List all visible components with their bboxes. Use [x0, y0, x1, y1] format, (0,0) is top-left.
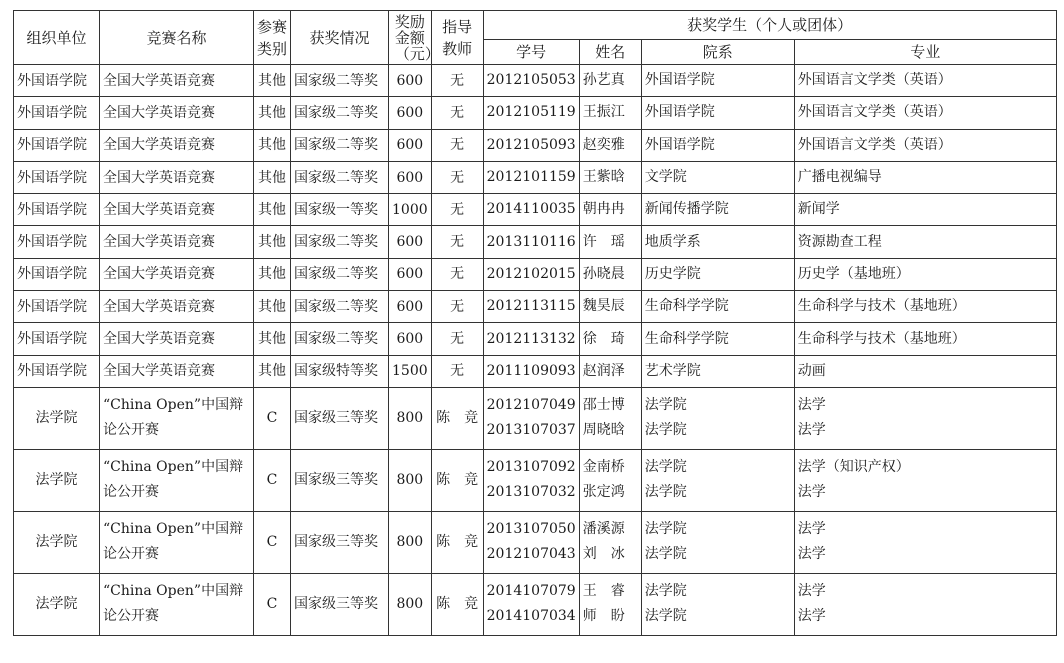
cell-category: 其他 [254, 97, 291, 129]
cell-competition: 全国大学英语竞赛 [100, 65, 254, 97]
cell-amount: 800 [389, 573, 432, 635]
cell-category: C [254, 573, 291, 635]
cell-student-name-line: 王 睿 [582, 583, 625, 600]
cell-amount: 800 [389, 449, 432, 511]
cell-teacher: 陈 竞 [431, 573, 483, 635]
cell-category: 其他 [254, 226, 291, 258]
cell-major [794, 573, 1056, 635]
cell-category: C [254, 511, 291, 573]
cell-competition: “China Open”中国辩论公开赛 [100, 387, 254, 449]
cell-amount: 1500 [389, 355, 432, 387]
table-row [14, 258, 1057, 290]
cell-student-id [483, 291, 579, 323]
cell-student-id-line: 2012105119 [486, 104, 576, 121]
cell-major [794, 291, 1056, 323]
cell-student-name [579, 355, 641, 387]
cell-department-line: 法学院 [644, 422, 687, 439]
cell-major-line: 生命科学与技术（基地班） [797, 330, 966, 347]
cell-student-id-line: 2012107049 [486, 397, 576, 414]
cell-competition: “China Open”中国辩论公开赛 [100, 449, 254, 511]
header-teacher-text: 指导教师 [442, 17, 473, 58]
cell-student-id [483, 573, 579, 635]
cell-major-line: 法学 [797, 397, 826, 414]
cell-competition: 全国大学英语竞赛 [100, 355, 254, 387]
cell-major [794, 161, 1056, 193]
table-row [14, 387, 1057, 449]
cell-major [794, 511, 1056, 573]
cell-award: 国家级二等奖 [291, 291, 389, 323]
table-row [14, 194, 1057, 226]
cell-major [794, 194, 1056, 226]
cell-major-line: 历史学（基地班） [797, 265, 910, 282]
cell-award: 国家级特等奖 [291, 355, 389, 387]
cell-student-name [579, 291, 641, 323]
cell-student-name-line: 朝冉冉 [582, 201, 625, 218]
cell-student-id-line: 2014107034 [486, 608, 576, 625]
table-row [14, 511, 1057, 573]
cell-student-id [483, 194, 579, 226]
cell-teacher: 无 [431, 226, 483, 258]
cell-teacher: 陈 竞 [431, 449, 483, 511]
cell-student-name [579, 161, 641, 193]
cell-amount: 600 [389, 226, 432, 258]
cell-amount: 600 [389, 65, 432, 97]
cell-award: 国家级二等奖 [291, 129, 389, 161]
cell-category: C [254, 449, 291, 511]
table-row [14, 226, 1057, 258]
cell-competition: 全国大学英语竞赛 [100, 129, 254, 161]
cell-student-id [483, 226, 579, 258]
cell-student-id-line: 2012105093 [486, 136, 576, 153]
cell-student-id-line: 2013107032 [486, 484, 576, 501]
cell-department [641, 449, 794, 511]
cell-amount: 800 [389, 511, 432, 573]
cell-student-name-line: 孙艺真 [582, 72, 625, 89]
cell-student-id [483, 323, 579, 355]
cell-student-name-line: 赵润泽 [582, 362, 625, 379]
cell-student-name [579, 65, 641, 97]
cell-major [794, 355, 1056, 387]
cell-major [794, 226, 1056, 258]
cell-student-id [483, 129, 579, 161]
cell-amount: 600 [389, 258, 432, 290]
cell-student-name-line: 魏昊辰 [582, 298, 625, 315]
cell-student-id [483, 161, 579, 193]
cell-student-id-line: 2013107092 [486, 459, 576, 476]
cell-teacher: 无 [431, 323, 483, 355]
cell-teacher: 无 [431, 161, 483, 193]
cell-competition: 全国大学英语竞赛 [100, 161, 254, 193]
cell-major-line: 法学 [797, 521, 826, 538]
cell-student-name-line: 赵奕雅 [582, 136, 625, 153]
cell-student-id [483, 355, 579, 387]
header-students-group: 获奖学生（个人或团体） [483, 11, 1056, 40]
cell-major-line: 法学 [797, 484, 826, 501]
cell-amount: 600 [389, 291, 432, 323]
cell-department-line: 法学院 [644, 608, 687, 625]
cell-student-name-line: 许 瑶 [582, 233, 625, 250]
cell-competition: “China Open”中国辩论公开赛 [100, 511, 254, 573]
header-competition: 竞赛名称 [100, 11, 254, 65]
cell-department-line: 文学院 [644, 169, 687, 186]
cell-department-line: 地质学系 [644, 233, 701, 250]
cell-amount: 1000 [389, 194, 432, 226]
table-row [14, 97, 1057, 129]
cell-teacher: 无 [431, 65, 483, 97]
cell-department-line: 法学院 [644, 459, 687, 476]
cell-department [641, 129, 794, 161]
cell-amount: 600 [389, 323, 432, 355]
cell-student-name-line: 张定鸿 [582, 484, 625, 501]
cell-competition: 全国大学英语竞赛 [100, 97, 254, 129]
cell-department-line: 法学院 [644, 583, 687, 600]
cell-teacher: 无 [431, 258, 483, 290]
cell-award: 国家级二等奖 [291, 323, 389, 355]
cell-department [641, 387, 794, 449]
cell-major [794, 387, 1056, 449]
cell-department [641, 65, 794, 97]
table-row [14, 355, 1057, 387]
cell-major-line: 资源勘查工程 [797, 233, 882, 250]
cell-category: 其他 [254, 161, 291, 193]
cell-department-line: 生命科学学院 [644, 330, 729, 347]
cell-student-name [579, 323, 641, 355]
cell-award: 国家级二等奖 [291, 161, 389, 193]
cell-department-line: 外国语学院 [644, 104, 715, 121]
cell-major-line: 广播电视编导 [797, 169, 882, 186]
cell-student-name [579, 226, 641, 258]
cell-competition: 全国大学英语竞赛 [100, 323, 254, 355]
cell-department-line: 法学院 [644, 521, 687, 538]
cell-major-line: 外国语言文学类（英语） [797, 136, 952, 153]
cell-student-name [579, 511, 641, 573]
cell-student-id [483, 97, 579, 129]
cell-category: 其他 [254, 323, 291, 355]
table-row [14, 65, 1057, 97]
cell-category: 其他 [254, 258, 291, 290]
cell-department [641, 258, 794, 290]
cell-teacher: 无 [431, 355, 483, 387]
cell-department [641, 511, 794, 573]
cell-award: 国家级三等奖 [291, 573, 389, 635]
cell-student-id-line: 2013110116 [486, 233, 576, 250]
cell-major [794, 323, 1056, 355]
cell-competition: 全国大学英语竞赛 [100, 226, 254, 258]
cell-org: 外国语学院 [14, 97, 100, 129]
cell-major-line: 新闻学 [797, 201, 840, 218]
cell-category: C [254, 387, 291, 449]
cell-student-name [579, 573, 641, 635]
cell-org: 外国语学院 [14, 291, 100, 323]
cell-student-name-line: 王紫晗 [582, 169, 625, 186]
cell-major [794, 129, 1056, 161]
cell-student-name-line: 徐 琦 [582, 330, 625, 347]
cell-department [641, 194, 794, 226]
table-row [14, 449, 1057, 511]
cell-department [641, 161, 794, 193]
cell-amount: 600 [389, 161, 432, 193]
cell-teacher: 无 [431, 291, 483, 323]
table-row [14, 323, 1057, 355]
cell-student-id [483, 258, 579, 290]
table-row [14, 161, 1057, 193]
cell-student-id-line: 2013107050 [486, 521, 576, 538]
cell-department-line: 新闻传播学院 [644, 201, 729, 218]
cell-major-line: 法学 [797, 608, 826, 625]
cell-org: 外国语学院 [14, 129, 100, 161]
cell-award: 国家级三等奖 [291, 449, 389, 511]
header-amount [389, 11, 440, 65]
table-body [14, 65, 1057, 636]
cell-department-line: 生命科学学院 [644, 298, 729, 315]
cell-org: 法学院 [14, 449, 100, 511]
cell-major [794, 449, 1056, 511]
header-amount-text: 奖励金额（元） [394, 12, 440, 63]
cell-student-name [579, 387, 641, 449]
cell-org: 外国语学院 [14, 226, 100, 258]
cell-org: 法学院 [14, 573, 100, 635]
cell-student-name [579, 258, 641, 290]
cell-student-name-line: 周晓晗 [582, 422, 625, 439]
cell-award: 国家级二等奖 [291, 226, 389, 258]
cell-student-id [483, 387, 579, 449]
cell-org: 外国语学院 [14, 161, 100, 193]
cell-category: 其他 [254, 65, 291, 97]
table-row [14, 291, 1057, 323]
cell-category: 其他 [254, 129, 291, 161]
cell-competition: “China Open”中国辩论公开赛 [100, 573, 254, 635]
award-table [13, 10, 1057, 636]
cell-org: 外国语学院 [14, 258, 100, 290]
cell-major [794, 97, 1056, 129]
cell-student-id-line: 2012107043 [486, 546, 576, 563]
cell-org: 外国语学院 [14, 355, 100, 387]
cell-department [641, 291, 794, 323]
header-category [254, 11, 291, 65]
cell-award: 国家级二等奖 [291, 97, 389, 129]
cell-major-line: 法学 [797, 583, 826, 600]
cell-amount: 800 [389, 387, 432, 449]
cell-amount: 600 [389, 129, 432, 161]
cell-student-id-line: 2011109093 [486, 362, 576, 379]
cell-teacher: 陈 竞 [431, 511, 483, 573]
table-row [14, 129, 1057, 161]
header-student-id: 学号 [483, 40, 579, 65]
cell-student-id-line: 2013107037 [486, 422, 576, 439]
cell-student-name-line: 邵士博 [582, 397, 625, 414]
cell-teacher: 陈 竞 [431, 387, 483, 449]
header-major: 专业 [794, 40, 1056, 65]
cell-award: 国家级二等奖 [291, 258, 389, 290]
cell-student-id [483, 449, 579, 511]
cell-student-name [579, 194, 641, 226]
cell-student-name [579, 129, 641, 161]
cell-department [641, 97, 794, 129]
cell-student-id-line: 2012113115 [486, 298, 576, 315]
header-student-name: 姓名 [579, 40, 641, 65]
cell-student-id-line: 2012101159 [486, 169, 576, 186]
cell-major-line: 生命科学与技术（基地班） [797, 298, 966, 315]
cell-department-line: 艺术学院 [644, 362, 701, 379]
cell-student-id [483, 511, 579, 573]
header-org: 组织单位 [14, 11, 100, 65]
cell-category: 其他 [254, 194, 291, 226]
cell-category: 其他 [254, 355, 291, 387]
cell-department-line: 外国语学院 [644, 136, 715, 153]
cell-org: 外国语学院 [14, 323, 100, 355]
cell-student-name-line: 刘 冰 [582, 546, 625, 563]
cell-department [641, 226, 794, 258]
cell-major [794, 65, 1056, 97]
cell-student-id-line: 2012113132 [486, 330, 576, 347]
cell-student-name [579, 97, 641, 129]
cell-teacher: 无 [431, 97, 483, 129]
header-department: 院系 [641, 40, 794, 65]
cell-major-line: 法学（知识产权） [797, 459, 910, 476]
cell-department-line: 历史学院 [644, 265, 701, 282]
cell-major-line: 动画 [797, 362, 826, 379]
cell-department [641, 355, 794, 387]
cell-student-id [483, 65, 579, 97]
cell-competition: 全国大学英语竞赛 [100, 291, 254, 323]
cell-department-line: 法学院 [644, 397, 687, 414]
cell-major-line: 外国语言文学类（英语） [797, 104, 952, 121]
cell-major-line: 外国语言文学类（英语） [797, 72, 952, 89]
cell-competition: 全国大学英语竞赛 [100, 194, 254, 226]
cell-department-line: 外国语学院 [644, 72, 715, 89]
cell-competition: 全国大学英语竞赛 [100, 258, 254, 290]
cell-major [794, 258, 1056, 290]
cell-org: 外国语学院 [14, 65, 100, 97]
cell-student-name-line: 金南桥 [582, 459, 625, 476]
table-row [14, 573, 1057, 635]
header-award: 获奖情况 [291, 11, 389, 65]
cell-student-name-line: 师 盼 [582, 608, 625, 625]
header-category-text: 参赛类别 [257, 17, 288, 58]
cell-major-line: 法学 [797, 546, 826, 563]
cell-student-name-line: 潘溪源 [582, 521, 625, 538]
cell-student-name-line: 孙晓晨 [582, 265, 625, 282]
cell-department-line: 法学院 [644, 546, 687, 563]
cell-teacher: 无 [431, 129, 483, 161]
cell-department [641, 323, 794, 355]
cell-student-name-line: 王振江 [582, 104, 625, 121]
cell-category: 其他 [254, 291, 291, 323]
cell-department-line: 法学院 [644, 484, 687, 501]
cell-major-line: 法学 [797, 422, 826, 439]
cell-student-id-line: 2012102015 [486, 265, 576, 282]
cell-student-id-line: 2012105053 [486, 72, 576, 89]
cell-amount: 600 [389, 97, 432, 129]
cell-student-id-line: 2014107079 [486, 583, 576, 600]
cell-student-name [579, 449, 641, 511]
cell-department [641, 573, 794, 635]
cell-org: 法学院 [14, 387, 100, 449]
cell-award: 国家级一等奖 [291, 194, 389, 226]
cell-student-id-line: 2014110035 [486, 201, 576, 218]
cell-award: 国家级二等奖 [291, 65, 389, 97]
cell-teacher: 无 [431, 194, 483, 226]
cell-award: 国家级三等奖 [291, 511, 389, 573]
cell-org: 外国语学院 [14, 194, 100, 226]
cell-org: 法学院 [14, 511, 100, 573]
cell-award: 国家级三等奖 [291, 387, 389, 449]
